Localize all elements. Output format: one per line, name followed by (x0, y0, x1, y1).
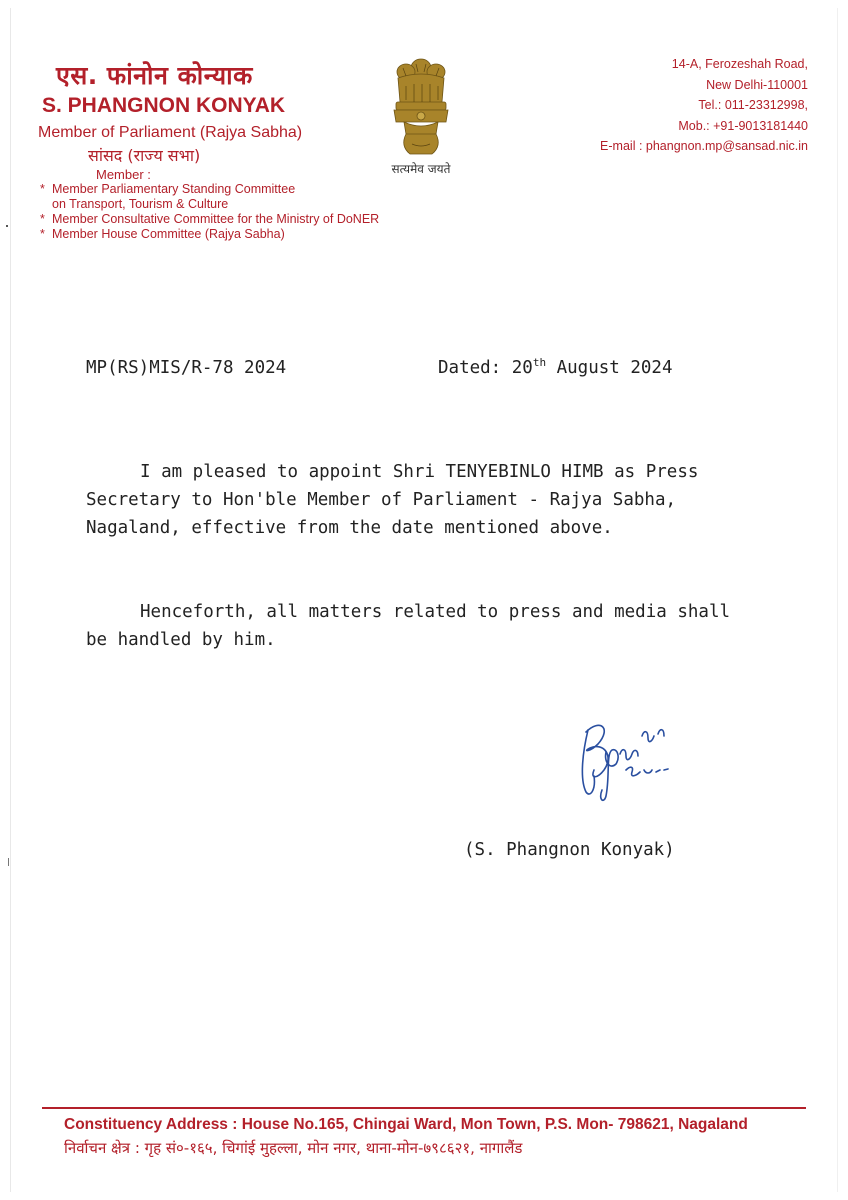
emblem-motto: सत्यमेव जयते (391, 162, 451, 176)
membership-text: Member Parliamentary Standing Committee on Transport, Tourism & Culture (52, 182, 296, 211)
contact-block (600, 54, 808, 157)
paragraph-1-text: I am pleased to appoint Shri TENYEBINLO HIMB as Press Secretary to Hon'ble Member of Parliament - Rajya Sabha, Nagaland, effective from the date mentioned above. (86, 462, 699, 538)
signature-icon (560, 700, 710, 810)
bullet-icon: * (40, 182, 45, 196)
appointment-paragraph (86, 458, 746, 542)
signatory-name: (S. Phangnon Konyak) (464, 840, 675, 860)
address-line-2: New Delhi-110001 (706, 77, 808, 92)
letter-date (438, 358, 673, 378)
date-ordinal: th (532, 356, 547, 369)
membership-list (40, 182, 379, 242)
bullet-icon: * (40, 212, 45, 226)
membership-item (40, 227, 379, 242)
membership-text: Member Consultative Committee for the Ministry of DoNER (52, 212, 380, 226)
email: E-mail : phangnon.mp@sansad.nic.in (600, 139, 808, 153)
member-heading: Member : (96, 167, 151, 182)
membership-text: Member House Committee (Rajya Sabha) (52, 227, 285, 241)
scan-speck (6, 225, 8, 227)
bullet-icon: * (40, 227, 45, 241)
constituency-address: Constituency Address : House No.165, Chingai Ward, Mon Town, P.S. Mon- 798621, Nagaland (64, 1116, 748, 1133)
mobile: Mob.: +91-9013181440 (678, 118, 808, 133)
constituency-address-hindi: निर्वाचन क्षेत्र : गृह सं०-१६५, चिगांई मुहल्ला, मोन नगर, थाना-मोन-७९८६२१, नागालैंड (64, 1139, 523, 1157)
name-english: S. PHANGNON KONYAK (42, 94, 286, 117)
reference-number: MP(RS)MIS/R-78 2024 (86, 358, 287, 378)
paragraph-2-text: Henceforth, all matters related to press and media shall be handled by him. (86, 602, 731, 650)
designation: Member of Parliament (Rajya Sabha) (38, 124, 303, 141)
scan-speck (8, 858, 9, 866)
membership-item (40, 182, 379, 212)
designation-hindi: सांसद (राज्य सभा) (88, 146, 201, 165)
footer-divider (42, 1107, 806, 1109)
responsibility-paragraph (86, 598, 746, 654)
national-emblem-icon (376, 50, 466, 162)
name-hindi: एस. फांनोन कोन्याक (56, 61, 253, 90)
telephone: Tel.: 011-23312998, (698, 98, 808, 112)
date-rest: August 2024 (546, 358, 673, 378)
date-prefix: Dated: 20 (438, 358, 533, 378)
membership-item (40, 212, 379, 227)
address-line-1: 14-A, Ferozeshah Road, (671, 57, 808, 71)
